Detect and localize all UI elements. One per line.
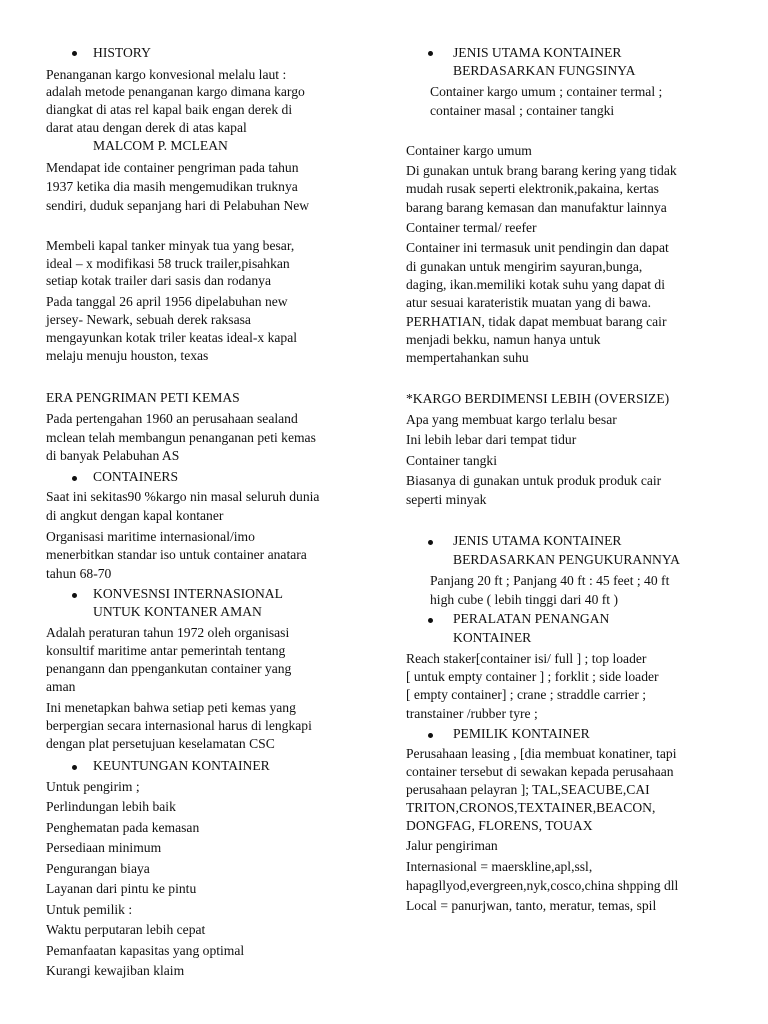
convention-text-2: konsultif maritime antar pemerintah tentang <box>46 643 286 658</box>
cargo-line: atur sesuai karateristik muatan yang di bawa. <box>406 295 651 310</box>
containers-text-1: Saat ini sekitas90 %kargo nin masal seluruh dunia <box>46 489 320 504</box>
history-text-1: Penanganan kargo konvesional melalu laut : <box>46 67 287 82</box>
bullet-icon <box>428 51 433 56</box>
measurement-text-2: high cube ( lebih tinggi dari 40 ft ) <box>430 592 619 607</box>
oversize-line: Biasanya di gunakan untuk produk produk cair <box>406 473 662 488</box>
date-text-3: mengayunkan kotak triler keatas ideal-x kapal <box>46 330 298 345</box>
oversize-line: Ini lebih lebar dari tempat tidur <box>406 432 577 447</box>
advantage-item: Layanan dari pintu ke pintu <box>46 881 197 896</box>
convention-heading-1: KONVESNSI INTERNASIONAL <box>93 586 283 601</box>
convention-text-4: aman <box>46 679 76 694</box>
date-text-4: melaju menuju houston, texas <box>46 348 209 363</box>
convention-text-1: Adalah peraturan tahun 1972 oleh organisasi <box>46 625 290 640</box>
bullet-icon <box>428 733 433 738</box>
advantage-item: Penghematan pada kemasan <box>46 820 200 835</box>
advantage-item: Untuk pengirim ; <box>46 779 140 794</box>
advantage-item: Waktu perputaran lebih cepat <box>46 922 206 937</box>
oversize-line: *KARGO BERDIMENSI LEBIH (OVERSIZE) <box>406 391 670 406</box>
mclean-text-1: Mendapat ide container pengriman pada tahun <box>46 160 299 175</box>
oversize-line: Apa yang membuat kargo terlalu besar <box>406 412 617 427</box>
function-heading-2: BERDASARKAN FUNGSINYA <box>453 63 636 78</box>
tanker-text-2: ideal – x modifikasi 58 truck trailer,pisahkan <box>46 256 290 271</box>
mclean-text-3: sendiri, duduk sepanjang hari di Pelabuhan New <box>46 198 310 213</box>
date-text-1: Pada tanggal 26 april 1956 dipelabuhan new <box>46 294 288 309</box>
owner-line: Local = panurjwan, tanto, meratur, temas, spil <box>406 898 657 913</box>
mclean-text-2: 1937 ketika dia masih mengemudikan truknya <box>46 179 298 194</box>
advantage-item: Persediaan minimum <box>46 840 162 855</box>
cargo-line: mudah rusak seperti elektronik,pakaina, kertas <box>406 181 659 196</box>
bullet-icon <box>72 51 77 56</box>
equipment-text-4: transtainer /rubber tyre ; <box>406 706 538 721</box>
bullet-icon <box>72 765 77 770</box>
owner-line: Internasional = maerskline,apl,ssl, <box>406 859 593 874</box>
containers-heading: CONTAINERS <box>93 469 179 484</box>
history-text-4: darat atau dengan derek di atas kapal <box>46 120 247 135</box>
containers-text-2: di angkut dengan kapal kontaner <box>46 508 224 523</box>
function-heading-1: JENIS UTAMA KONTAINER <box>453 45 622 60</box>
csc-text-1: Ini menetapkan bahwa setiap peti kemas yang <box>46 700 296 715</box>
advantage-item: Pemanfaatan kapasitas yang optimal <box>46 943 245 958</box>
history-text-3: diangkat di atas rel kapal baik engan derek di <box>46 102 293 117</box>
era-text-1: Pada pertengahan 1960 an perusahaan sealand <box>46 411 298 426</box>
equipment-heading-2: KONTAINER <box>453 630 532 645</box>
tanker-text-1: Membeli kapal tanker minyak tua yang besar, <box>46 238 295 253</box>
owner-line: hapagllyod,evergreen,nyk,cosco,china shpping dll <box>406 878 679 893</box>
cargo-line: Container termal/ reefer <box>406 220 537 235</box>
owner-line: perusahaan pelayran ]; TAL,SEACUBE,CAI <box>406 782 650 797</box>
date-text-2: jersey- Newark, sebuah derek raksasa <box>46 312 251 327</box>
function-text-1: Container kargo umum ; container termal ; <box>430 84 663 99</box>
era-heading: ERA PENGRIMAN PETI KEMAS <box>46 390 240 405</box>
cargo-line: menjadi bekku, namun hanya untuk <box>406 332 601 347</box>
cargo-line: daging, ikan.memiliki kotak suhu yang dapat di <box>406 277 665 292</box>
owner-line: container tersebut di sewakan kepada perusahaan <box>406 764 674 779</box>
convention-text-3: penangann dan ppengankutan container yang <box>46 661 292 676</box>
equipment-text-2: [ untuk empty container ] ; forklit ; side loader <box>406 669 659 684</box>
bullet-icon <box>72 476 77 481</box>
csc-text-3: dengan plat persetujuan keselamatan CSC <box>46 736 275 751</box>
history-text-2: adalah metode penanganan kargo dimana kargo <box>46 84 305 99</box>
function-text-2: container masal ; container tangki <box>430 103 615 118</box>
imo-text-3: tahun 68-70 <box>46 566 112 581</box>
advantage-item: Untuk pemilik : <box>46 902 133 917</box>
equipment-text-3: [ empty container] ; crane ; straddle carrier ; <box>406 687 647 702</box>
imo-text-1: Organisasi maritime internasional/imo <box>46 529 255 544</box>
convention-heading-2: UNTUK KONTANER AMAN <box>93 604 262 619</box>
bullet-icon <box>428 540 433 545</box>
owner-line: DONGFAG, FLORENS, TOUAX <box>406 818 593 833</box>
bullet-icon <box>428 618 433 623</box>
advantage-item: Pengurangan biaya <box>46 861 150 876</box>
owner-line: Perusahaan leasing , [dia membuat konatiner, tapi <box>406 746 677 761</box>
measurement-heading-2: BERDASARKAN PENGUKURANNYA <box>453 552 680 567</box>
person-name: MALCOM P. MCLEAN <box>93 138 228 153</box>
cargo-line: Container kargo umum <box>406 143 532 158</box>
imo-text-2: menerbitkan standar iso untuk container anatara <box>46 547 307 562</box>
owner-heading: PEMILIK KONTAINER <box>453 726 590 741</box>
advantage-heading: KEUNTUNGAN KONTAINER <box>93 758 270 773</box>
equipment-heading-1: PERALATAN PENANGAN <box>453 611 610 626</box>
measurement-text-1: Panjang 20 ft ; Panjang 40 ft : 45 feet ; 40 ft <box>430 573 670 588</box>
era-text-2: mclean telah membangun penanganan peti kemas <box>46 430 316 445</box>
owner-line: Jalur pengiriman <box>406 838 498 853</box>
owner-line: TRITON,CRONOS,TEXTAINER,BEACON, <box>406 800 656 815</box>
oversize-line: seperti minyak <box>406 492 487 507</box>
cargo-line: Container ini termasuk unit pendingin dan dapat <box>406 240 669 255</box>
equipment-text-1: Reach staker[container isi/ full ] ; top loader <box>406 651 647 666</box>
tanker-text-3: setiap kotak trailer dari sasis dan rodanya <box>46 273 271 288</box>
bullet-icon <box>72 593 77 598</box>
csc-text-2: berpergian secara internasional harus di lengkapi <box>46 718 312 733</box>
cargo-line: Di gunakan untuk brang barang kering yang tidak <box>406 163 677 178</box>
advantage-item: Perlindungan lebih baik <box>46 799 176 814</box>
cargo-line: di gunakan untuk mengirim sayuran,bunga, <box>406 259 643 274</box>
cargo-line: barang barang kemasan dan manufaktur lainnya <box>406 200 667 215</box>
cargo-line: mempertahankan suhu <box>406 350 529 365</box>
cargo-line: PERHATIAN, tidak dapat membuat barang cair <box>406 314 667 329</box>
oversize-line: Container tangki <box>406 453 497 468</box>
era-text-3: di banyak Pelabuhan AS <box>46 448 180 463</box>
history-heading: HISTORY <box>93 45 151 60</box>
measurement-heading-1: JENIS UTAMA KONTAINER <box>453 533 622 548</box>
advantage-item: Kurangi kewajiban klaim <box>46 963 185 978</box>
